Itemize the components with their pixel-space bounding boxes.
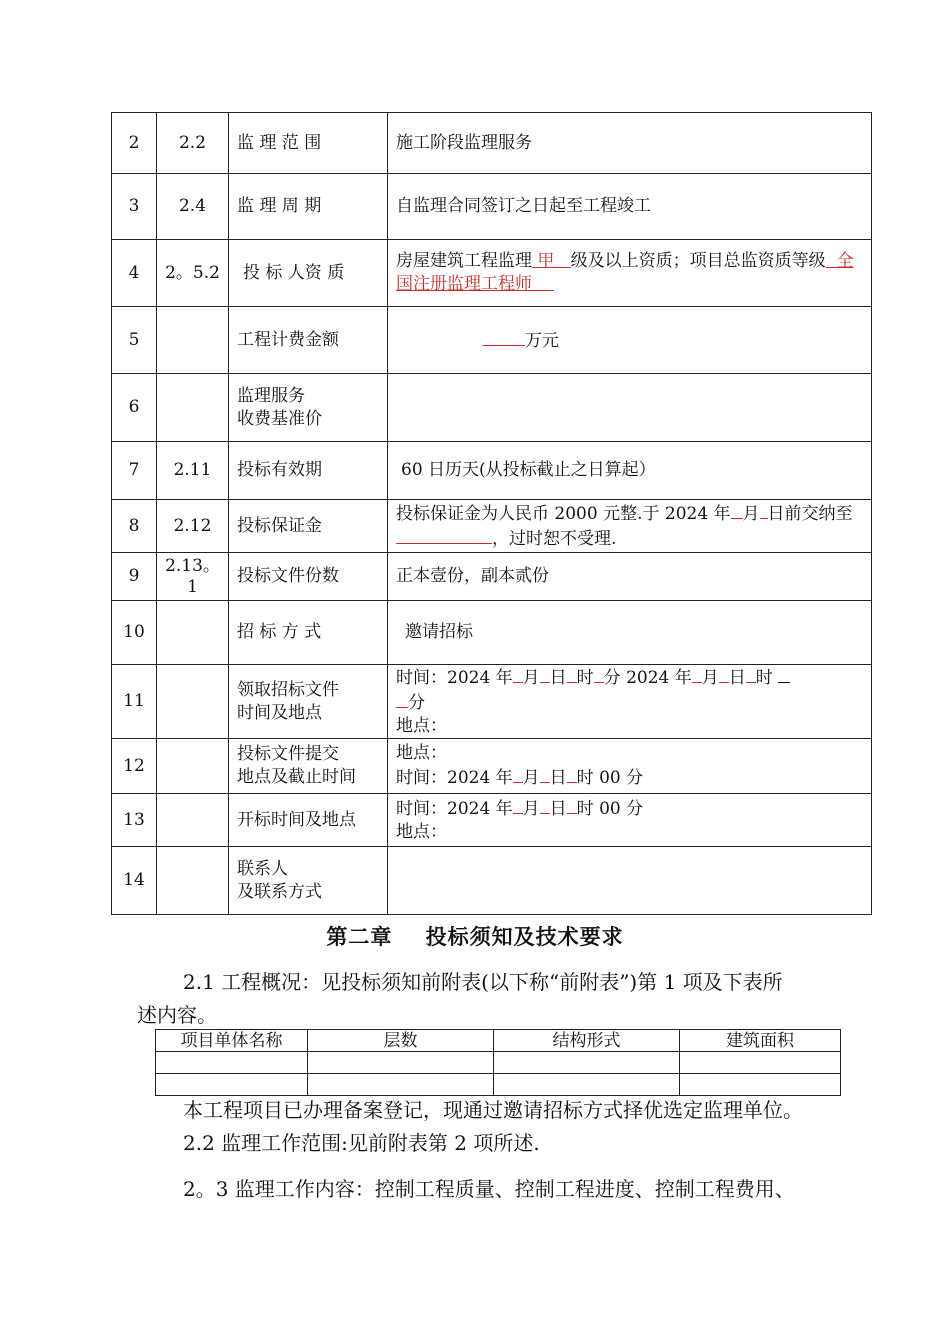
table-row [112, 307, 872, 374]
item-name: 投标有效期 [229, 442, 388, 500]
item-name: 投 标 人资 质 [229, 240, 388, 307]
amount-blank [483, 328, 525, 346]
clause-number: 2.11 [157, 442, 229, 500]
row-number: 13 [112, 794, 157, 847]
item-content: 万元 [388, 307, 872, 374]
row-number: 3 [112, 174, 157, 240]
table-row [156, 1074, 841, 1096]
item-content: 施工阶段监理服务 [388, 113, 872, 174]
table-row [112, 794, 872, 847]
table-row [112, 665, 872, 739]
table-row [112, 500, 872, 553]
bid-data-table [111, 112, 872, 915]
paragraph: 本工程项目已办理备案登记，现通过邀请招标方式择优选定监理单位。 [183, 1098, 803, 1122]
building-table [155, 1029, 841, 1096]
item-name: 监 理 周 期 [229, 174, 388, 240]
item-name: 工程计费金额 [229, 307, 388, 374]
item-content: 自监理合同签订之日起至工程竣工 [388, 174, 872, 240]
clause-number [157, 739, 229, 794]
payee-blank [396, 526, 492, 544]
row-number: 4 [112, 240, 157, 307]
table-row [112, 374, 872, 442]
item-content: 正本壹份，副本贰份 [388, 553, 872, 601]
table-header-row [156, 1030, 841, 1052]
clause-number: 2.12 [157, 500, 229, 553]
item-content: 邀请招标 [388, 601, 872, 665]
row-number: 2 [112, 113, 157, 174]
paragraph: 2.2 监理工作范围:见前附表第 2 项所述. [183, 1131, 540, 1155]
item-name: 投标文件提交 地点及截止时间 [229, 739, 388, 794]
qualification-value: 全国注册监理工程师 [396, 251, 854, 294]
row-number: 14 [112, 847, 157, 915]
paragraph: 述内容。 [137, 1003, 217, 1027]
column-header: 结构形式 [494, 1030, 680, 1052]
table-row [112, 847, 872, 915]
table-row [112, 739, 872, 794]
chapter-title: 第二章 投标须知及技术要求 [326, 925, 624, 949]
grade-value: 甲 [537, 251, 555, 271]
paragraph: 2。3 监理工作内容：控制工程质量、控制工程进度、控制工程费用、 [183, 1177, 795, 1201]
table-row [112, 174, 872, 240]
clause-number [157, 374, 229, 442]
item-name: 领取招标文件 时间及地点 [229, 665, 388, 739]
column-header: 项目单体名称 [156, 1030, 308, 1052]
table-row [112, 553, 872, 601]
table-row [112, 113, 872, 174]
table-row [112, 601, 872, 665]
item-content: 时间：2024 年 月 日 时 分 2024 年 月 日 时 分 地点： [388, 665, 872, 739]
item-content [388, 374, 872, 442]
clause-number [157, 794, 229, 847]
item-content: 60 日历天(从投标截止之日算起） [388, 442, 872, 500]
row-number: 6 [112, 374, 157, 442]
row-number: 10 [112, 601, 157, 665]
row-number: 7 [112, 442, 157, 500]
item-name: 监 理 范 围 [229, 113, 388, 174]
item-content: 房屋建筑工程监理 甲 级及以上资质；项目总监资质等级 全国注册监理工程师 [388, 240, 872, 307]
row-number: 9 [112, 553, 157, 601]
clause-number [157, 847, 229, 915]
paragraph: 2.1 工程概况：见投标须知前附表(以下称“前附表”)第 1 项及下表所 [183, 970, 783, 994]
table-row [112, 240, 872, 307]
clause-number: 2。5.2 [157, 240, 229, 307]
column-header: 建筑面积 [680, 1030, 841, 1052]
table-row [156, 1052, 841, 1074]
row-number: 5 [112, 307, 157, 374]
table-row [112, 442, 872, 500]
clause-number: 2.13。 1 [157, 553, 229, 601]
clause-number: 2.2 [157, 113, 229, 174]
item-content: 投标保证金为人民币 2000 元整.于 2024 年 月 日前交纳至，过时恕不受理. [388, 500, 872, 553]
item-content: 地点： 时间：2024 年 月 日 时 00 分 [388, 739, 872, 794]
item-content: 时间：2024 年 月 日 时 00 分 地点： [388, 794, 872, 847]
item-name: 投标保证金 [229, 500, 388, 553]
item-name: 投标文件份数 [229, 553, 388, 601]
item-content [388, 847, 872, 915]
clause-number [157, 601, 229, 665]
clause-number [157, 307, 229, 374]
clause-number [157, 665, 229, 739]
item-name: 招 标 方 式 [229, 601, 388, 665]
column-header: 层数 [308, 1030, 494, 1052]
item-name: 联系人 及联系方式 [229, 847, 388, 915]
clause-number: 2.4 [157, 174, 229, 240]
item-name: 监理服务 收费基准价 [229, 374, 388, 442]
item-name: 开标时间及地点 [229, 794, 388, 847]
row-number: 12 [112, 739, 157, 794]
row-number: 11 [112, 665, 157, 739]
row-number: 8 [112, 500, 157, 553]
